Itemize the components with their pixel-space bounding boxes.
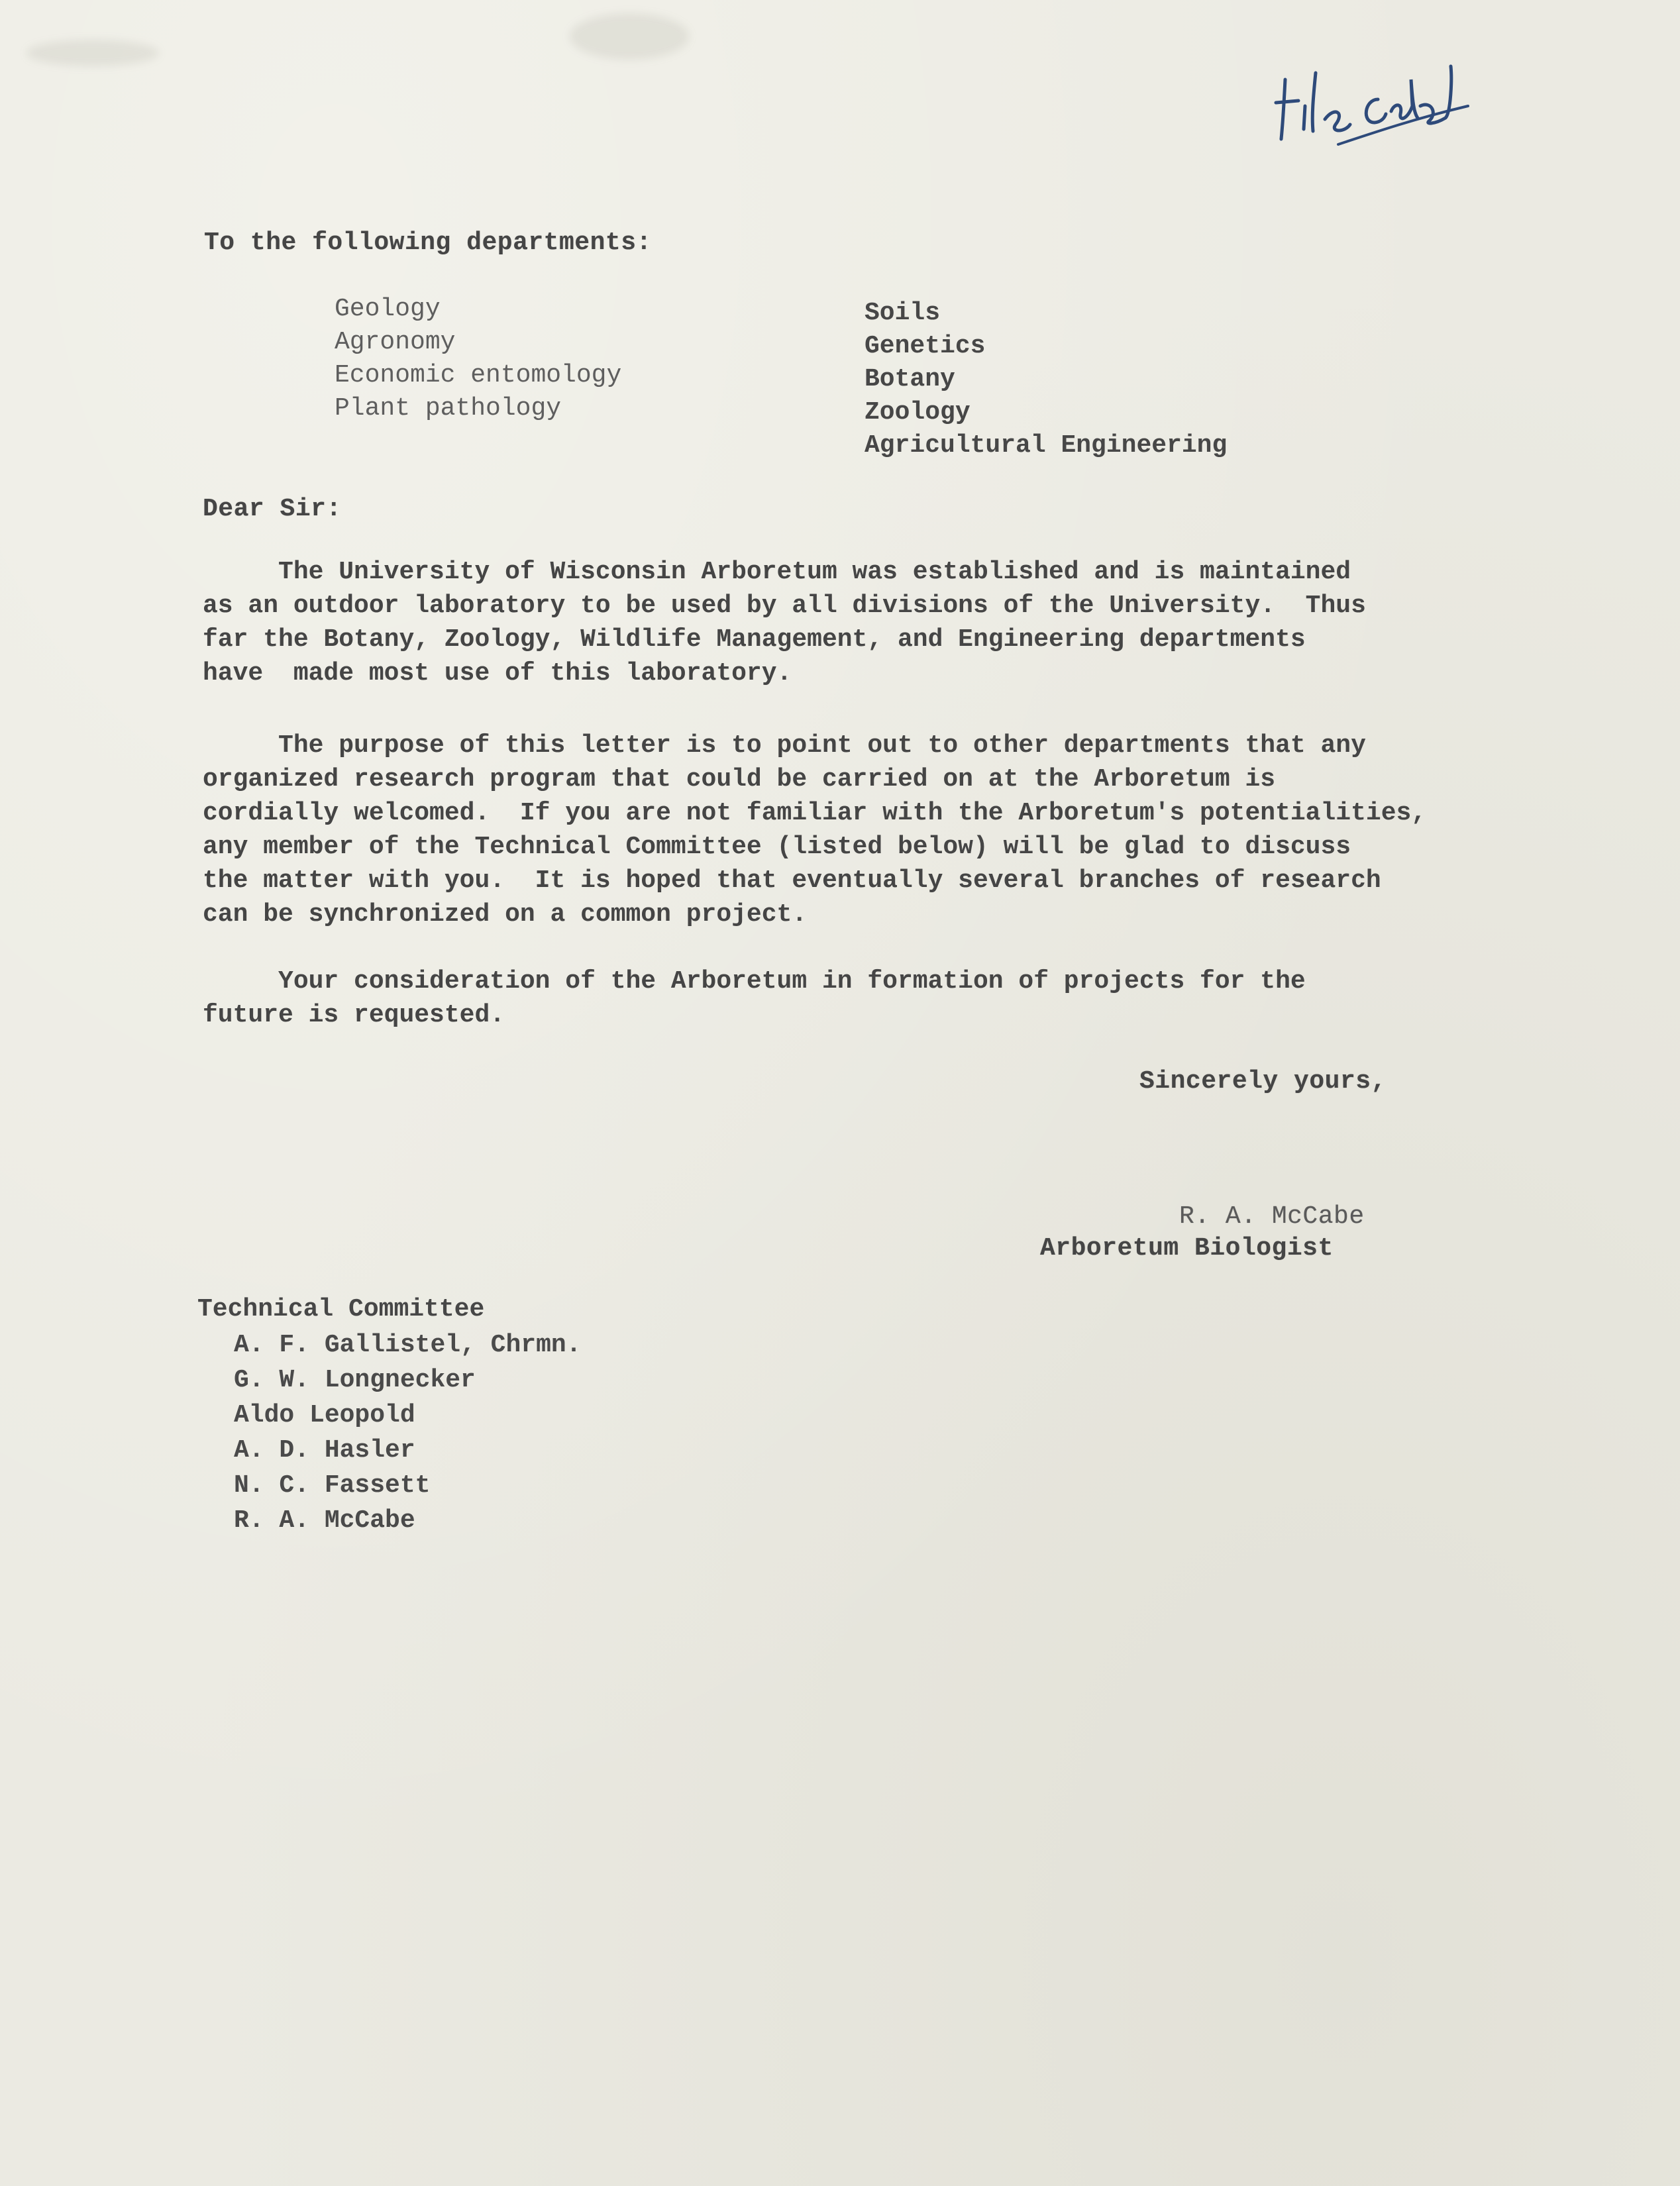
department-item: Genetics <box>865 332 986 360</box>
department-item: Economic entomology <box>335 361 622 390</box>
body-paragraph: The University of Wisconsin Arboretum was established and is maintained as an outdoor laboratory to be used by all divisions of the University. Thus far the Botany, Zoology, Wildlife Management, and Engineering departments have made most use of this laboratory. <box>203 558 1366 688</box>
department-item: Geology <box>335 295 441 323</box>
department-item: Agricultural Engineering <box>865 431 1228 460</box>
department-item: Soils <box>865 299 941 327</box>
departments-right-column <box>865 297 1227 462</box>
committee-heading: Technical Committee <box>197 1295 485 1324</box>
committee-member-list <box>234 1327 582 1538</box>
department-item: Zoology <box>865 398 971 427</box>
department-item: Plant pathology <box>335 394 562 423</box>
signer-title: Arboretum Biologist <box>1040 1234 1334 1263</box>
handwritten-file-note <box>1272 40 1471 152</box>
signer-name: R. A. McCabe <box>1179 1202 1365 1231</box>
department-item: Botany <box>865 365 955 393</box>
paper-smudge <box>26 40 159 66</box>
committee-member: G. W. Longnecker <box>234 1366 476 1394</box>
body-paragraph: The purpose of this letter is to point out to other departments that any organized research program that could be carried on at the Arboretum is cordially welcomed. If you are not familiar with the Arboretum's potentialities, any member of the Technical Committee (listed below) will be glad to discuss the matter with you. It is hoped that eventually several branches of research can be synchronized on a common project. <box>203 731 1427 929</box>
committee-member: N. C. Fassett <box>234 1471 431 1500</box>
paper-smudge <box>570 13 689 60</box>
salutation: Dear Sir: <box>203 495 342 523</box>
body-paragraph: Your consideration of the Arboretum in formation of projects for the future is requested. <box>203 967 1306 1029</box>
committee-member: R. A. McCabe <box>234 1506 415 1535</box>
closing: Sincerely yours, <box>1139 1067 1387 1096</box>
technical-committee <box>197 1293 582 1535</box>
address-line: To the following departments: <box>204 229 652 257</box>
department-item: Agronomy <box>335 328 456 356</box>
departments-left-column <box>335 293 621 425</box>
committee-member: Aldo Leopold <box>234 1401 415 1430</box>
committee-member: A. D. Hasler <box>234 1436 415 1465</box>
committee-member: A. F. Gallistel, Chrmn. <box>234 1331 582 1359</box>
